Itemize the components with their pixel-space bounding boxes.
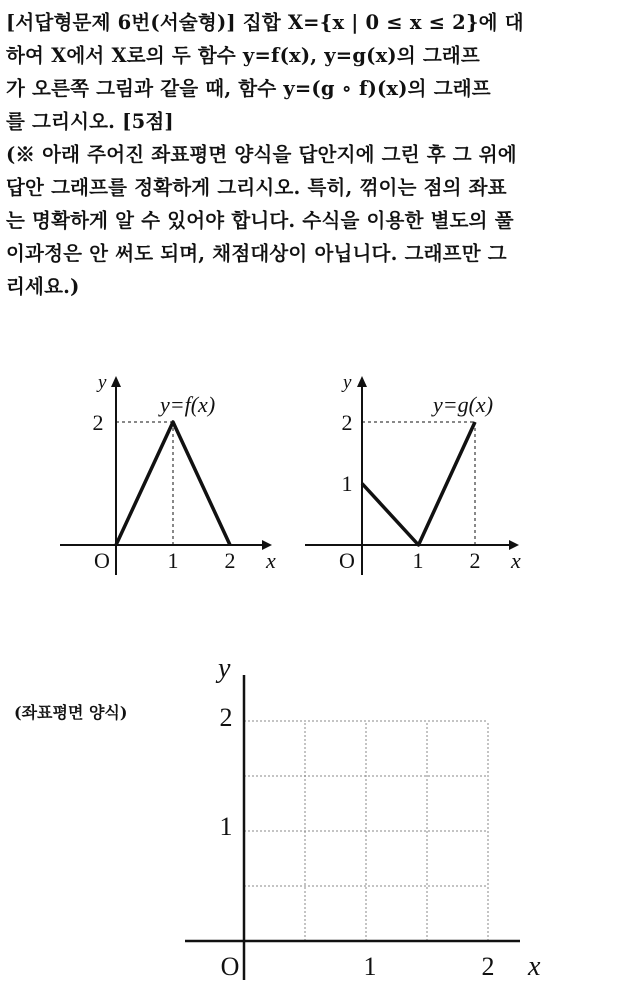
graph-f xyxy=(60,360,290,585)
note-line-5: 리세요.) xyxy=(6,275,80,298)
graph-g-xtick-1: 1 xyxy=(412,548,424,573)
graph-g-y-label: y xyxy=(343,372,352,393)
problem-text xyxy=(6,6,612,303)
answer-grid-x-label: x xyxy=(528,951,541,982)
problem-line-2: 하여 X에서 X로의 두 함수 y=f(x), y=g(x)의 그래프 xyxy=(6,44,480,67)
answer-grid xyxy=(180,645,560,990)
graph-g-y-arrow xyxy=(357,376,367,387)
graph-g-ytick-2: 2 xyxy=(341,410,353,435)
answer-grid-xtick-1: 1 xyxy=(363,952,377,981)
problem-line-1: [서답형문제 6번(서술형)] 집합 X={x | 0 ≤ x ≤ 2}에 대 xyxy=(6,11,524,34)
graph-f-title: y=f(x) xyxy=(160,392,216,417)
note-line-2: 답안 그래프를 정확하게 그리시오. 특히, 꺾이는 점의 좌표 xyxy=(6,176,507,199)
graph-g-curve xyxy=(362,422,475,545)
answer-grid-ytick-1: 1 xyxy=(219,812,233,841)
graph-g-title: y=g(x) xyxy=(433,392,494,417)
graph-f-ytick-2: 2 xyxy=(92,410,104,435)
graph-g xyxy=(305,360,535,585)
answer-grid-y-label: y xyxy=(218,653,231,684)
graph-f-y-label: y xyxy=(98,372,107,393)
answer-grid-ytick-2: 2 xyxy=(219,703,233,732)
graph-f-xtick-2: 2 xyxy=(224,548,236,573)
answer-grid-xtick-2: 2 xyxy=(481,952,495,981)
answer-grid-origin: O xyxy=(220,952,240,981)
answer-grid-caption: (좌표평면 양식) xyxy=(14,703,128,722)
note-line-4: 이과정은 안 써도 되며, 채점대상이 아닙니다. 그래프만 그 xyxy=(6,242,507,265)
graph-f-xtick-1: 1 xyxy=(167,548,179,573)
note-line-3: 는 명확하게 알 수 있어야 합니다. 수식을 이용한 별도의 풀 xyxy=(6,209,514,232)
graph-f-y-arrow xyxy=(111,376,121,387)
graph-g-x-label: x xyxy=(511,548,521,573)
problem-line-4: 를 그리시오. [5점] xyxy=(6,110,174,133)
graph-g-ytick-1: 1 xyxy=(341,471,353,496)
graph-f-origin: O xyxy=(94,548,110,573)
graph-g-xtick-2: 2 xyxy=(469,548,481,573)
note-line-1: (※ 아래 주어진 좌표평면 양식을 답안지에 그린 후 그 위에 xyxy=(6,143,517,166)
problem-line-3: 가 오른쪽 그림과 같을 때, 함수 y=(g ∘ f)(x)의 그래프 xyxy=(6,77,491,100)
graph-g-origin: O xyxy=(339,548,355,573)
graph-f-x-label: x xyxy=(266,548,276,573)
answer-grid-lines xyxy=(244,721,488,941)
